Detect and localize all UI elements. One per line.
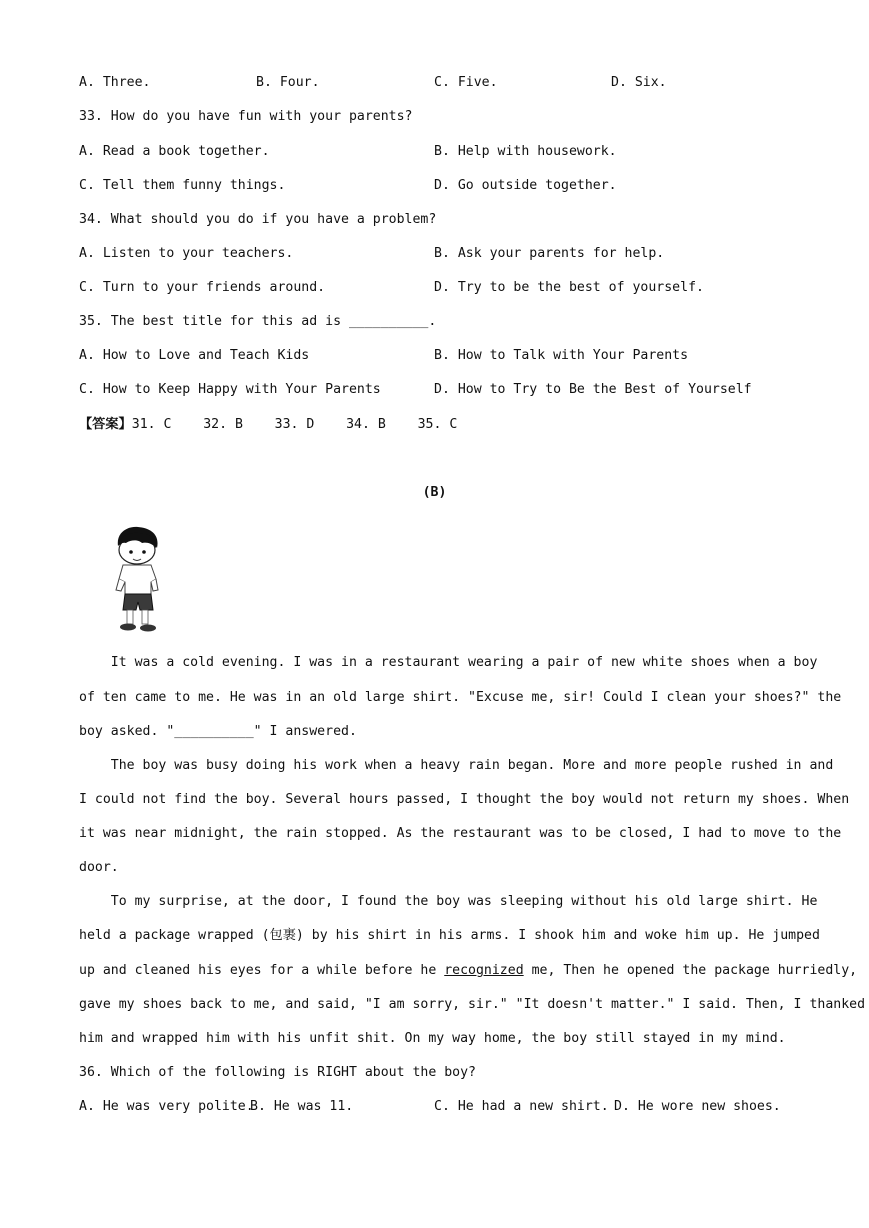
q34-option-d: D. Try to be the best of yourself. [434, 280, 704, 295]
passage-line-6: it was near midnight, the rain stopped. As the restaurant was to be closed, I had to move to the [79, 826, 842, 841]
q35-stem: 35. The best title for this ad is __________. [79, 314, 437, 329]
section-b-title: (B) [422, 485, 447, 500]
q33-option-d: D. Go outside together. [434, 178, 617, 193]
q35-option-b: B. How to Talk with Your Parents [434, 348, 689, 363]
q36-option-b: B. He was 11. [250, 1099, 354, 1114]
passage-line-9: held a package wrapped (包裹) by his shirt in his arms. I shook him and woke him up. He jumped [79, 928, 820, 943]
passage-line-8: To my surprise, at the door, I found the boy was sleeping without his old large shirt. He [79, 894, 818, 909]
q33-stem: 33. How do you have fun with your parents? [79, 109, 413, 124]
q34-option-c: C. Turn to your friends around. [79, 280, 326, 295]
passage-line-7: door. [79, 860, 119, 875]
passage-line-5: I could not find the boy. Several hours passed, I thought the boy would not return my shoes. When [79, 792, 850, 807]
q32-option-d: D. Six. [611, 75, 667, 90]
underlined-word: recognized [444, 963, 524, 978]
q34-option-a: A. Listen to your teachers. [79, 246, 294, 261]
passage-line-3: boy asked. "__________" I answered. [79, 724, 357, 739]
q36-option-a: A. He was very polite. [79, 1099, 254, 1114]
answer-key [79, 416, 457, 434]
q32-option-b: B. Four. [256, 75, 320, 90]
q33-option-b: B. Help with housework. [434, 144, 617, 159]
q36-stem: 36. Which of the following is RIGHT about the boy? [79, 1065, 476, 1080]
passage-line-4: The boy was busy doing his work when a heavy rain began. More and more people rushed in and [79, 758, 834, 773]
q34-option-b: B. Ask your parents for help. [434, 246, 665, 261]
passage-line-10 [79, 962, 857, 980]
q33-option-a: A. Read a book together. [79, 144, 270, 159]
passage-line-10-start: up and cleaned his eyes for a while before he [79, 963, 445, 978]
answer-key-label: 【答案】 [79, 417, 132, 432]
q32-option-c: C. Five. [434, 75, 498, 90]
q34-stem: 34. What should you do if you have a problem? [79, 212, 437, 227]
q32-option-a: A. Three. [79, 75, 151, 90]
q35-option-a: A. How to Love and Teach Kids [79, 348, 310, 363]
passage-line-11: gave my shoes back to me, and said, "I am sorry, sir." "It doesn't matter." I said. Then, I thanked [79, 997, 866, 1012]
boy-figure-icon [104, 524, 170, 634]
passage-line-12: him and wrapped him with his unfit shit. On my way home, the boy still stayed in my mind. [79, 1031, 786, 1046]
passage-line-1: It was a cold evening. I was in a restaurant wearing a pair of new white shoes when a boy [79, 655, 818, 670]
q36-option-d: D. He wore new shoes. [614, 1099, 781, 1114]
q35-option-c: C. How to Keep Happy with Your Parents [79, 382, 381, 397]
q36-option-c: C. He had a new shirt. [434, 1099, 609, 1114]
passage-line-10-end: me, Then he opened the package hurriedly, [523, 963, 858, 978]
answer-key-items: 31. C 32. B 33. D 34. B 35. C [131, 417, 458, 432]
q33-option-c: C. Tell them funny things. [79, 178, 286, 193]
passage-line-2: of ten came to me. He was in an old large shirt. "Excuse me, sir! Could I clean your shoes?" the [79, 690, 842, 705]
q35-option-d: D. How to Try to Be the Best of Yourself [434, 382, 752, 397]
